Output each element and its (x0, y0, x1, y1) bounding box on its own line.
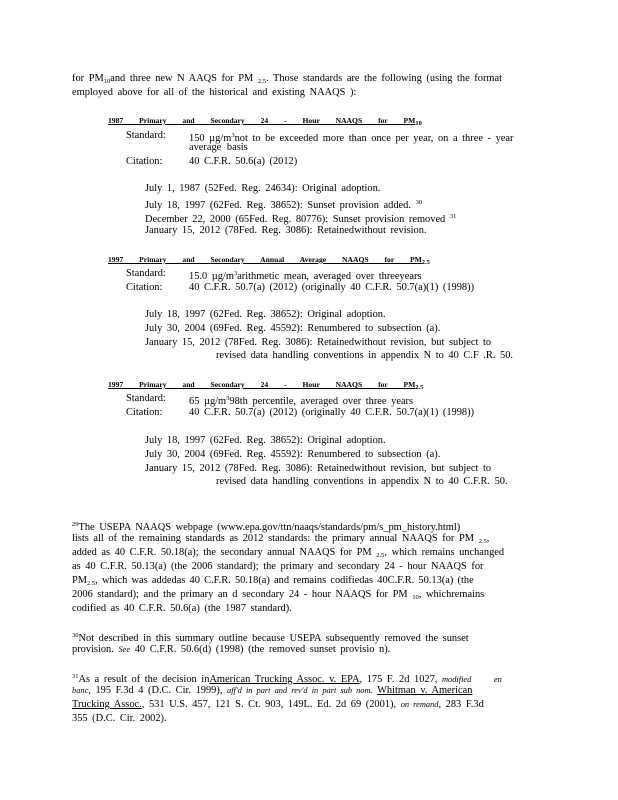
std1-standard-text: 150 $\mu g/m^3not$ to be exceeded more than once per year, on a three - year (189, 132, 514, 144)
std3-standard-label: Standard: (126, 393, 166, 404)
std2-history-item: July 30, 2004 (69Fed. Reg. 45592): Renumbered to subsection (a). (145, 323, 441, 334)
std1-citation-label: Citation: (126, 156, 163, 167)
std3-history-item: July 30, 2004 (69Fed. Reg. 45592): Renumbered to subsection (a). (145, 449, 441, 460)
std3-citation: 40 C.F.R. 50.7(a) (2012) (originally 40 C.F.R. 50.7(a)(1) (1998)) (189, 407, 475, 418)
std1-history-item: December 22, 2000 (65Fed. Reg. 80776): Sunset provision removed $^{31}$ (145, 213, 457, 225)
footnote-31-line: $^{31}$As a result of the decision inAmerican Trucking Assoc. v. EPA, 175 F. 2d 1027, modified en (72, 673, 502, 685)
std2-history-item: January 15, 2012 (78Fed. Reg. 3086): Retainedwithout revision, but subject to (145, 337, 492, 348)
intro-line-1: for $PM_{10}and$ three new N AAQS for PM $_{2.5}$. Those standards are the following (using the format (72, 73, 502, 85)
footnote-31-line: banc, 195 F.3d 4 (D.C. Cir. 1999), aff'd in part and rev'd in part sub nom. Whitman v. American (72, 685, 473, 696)
std1-history-item: January 15, 2012 (78Fed. Reg. 3086): Retainedwithout revision. (145, 225, 427, 236)
footnote-29-line: 2006 standard); and the primary an d secondary 24 - hour NAAQS for PM $_{10}$, whichremains (72, 589, 485, 601)
std2-heading: 1997 Primary and Secondary Annual Average NAAQS for PM2.5 (108, 255, 430, 266)
case-link: American Trucking Assoc. v. EPA (209, 674, 360, 685)
footnote-29-line: $PM_{2.5}$, which was addedas 40 C.F.R. 50.18(a) and remains codifiedas 40C.F.R. 50.13(a) (the (72, 575, 474, 587)
footnote-31-line: Trucking Assoc., 531 U.S. 457, 121 S. Ct. 903, 149L. Ed. 2d 69 (2001), on remand, 283 F.3d (72, 699, 484, 710)
std1-history-item: July 18, 1997 (62Fed. Reg. 38652): Sunset provision added. $^{30}$ (145, 199, 423, 211)
footnote-31-line: 355 (D.C. Cir. 2002). (72, 713, 167, 724)
std2-citation: 40 C.F.R. 50.7(a) (2012) (originally 40 C.F.R. 50.7(a)(1) (1998)) (189, 282, 475, 293)
std3-citation-label: Citation: (126, 407, 163, 418)
std3-history-item: July 18, 1997 (62Fed. Reg. 38652): Original adoption. (145, 435, 386, 446)
footnote-29-line: as 40 C.F.R. 50.13(a) (the 2006 standard); the primary and secondary 24 - hour NAAQS for (72, 561, 484, 572)
std1-citation: 40 C.F.R. 50.6(a) (2012) (189, 156, 298, 167)
std3-heading: 1997 Primary and Secondary 24 - Hour NAAQS for PM2.5 (108, 380, 424, 391)
std1-standard-text-cont: average basis (189, 142, 248, 153)
footnote-30-line: $^{30}$Not described in this summary outline because USEPA subsequently removed the sunset (72, 632, 469, 644)
std2-history-item-cont: revised data handling conventions in appendix N to 40 C.F .R. 50. (216, 350, 514, 361)
std1-standard-label: Standard: (126, 130, 166, 141)
std2-standard-label: Standard: (126, 268, 166, 279)
std3-history-item: January 15, 2012 (78Fed. Reg. 3086): Retainedwithout revision, but subject to (145, 463, 492, 474)
std1-heading: 1987 Primary and Secondary 24 - Hour NAAQS for PM10 (108, 116, 422, 127)
footnote-29-line: codified as 40 C.F.R. 50.6(a) (the 1987 standard). (72, 603, 292, 614)
std2-standard-text: 15.0 $\mu g/m^3arithmetic$ mean, averaged over threeyears (189, 270, 422, 282)
std3-standard-text: 65 $\mu g/m^398th$ percentile, averaged over three years (189, 395, 414, 407)
std2-citation-label: Citation: (126, 282, 163, 293)
case-link: Trucking Assoc. (72, 699, 142, 710)
footnote-30-line: provision. See 40 C.F.R. 50.6(d) (1998) (the removed sunset provisio n). (72, 644, 391, 655)
std2-history-item: July 18, 1997 (62Fed. Reg. 38652): Original adoption. (145, 309, 386, 320)
footnote-29-line: added as 40 C.F.R. 50.18(a); the secondary annual NAAQS for PM $_{2.5}$, which remains unchanged (72, 547, 505, 559)
footnote-29-line: $^{29}$The USEPA NAAQS webpage (www.epa.gov/ttn/naaqs/standards/pm/s_pm_history.html) (72, 521, 461, 533)
std3-history-item-cont: revised data handling conventions in appendix N to 40 C.F.R. 50. (216, 476, 508, 487)
intro-line-2: employed above for all of the historical and existing NAAQS ): (72, 87, 357, 98)
footnote-29-line: lists all of the remaining standards as 2012 standards: the primary annual NAAQS for PM $_{2.5}$, (72, 533, 490, 545)
case-link: Whitman v. American (377, 685, 473, 696)
std1-history-item: July 1, 1987 (52Fed. Reg. 24634): Original adoption. (145, 183, 381, 194)
